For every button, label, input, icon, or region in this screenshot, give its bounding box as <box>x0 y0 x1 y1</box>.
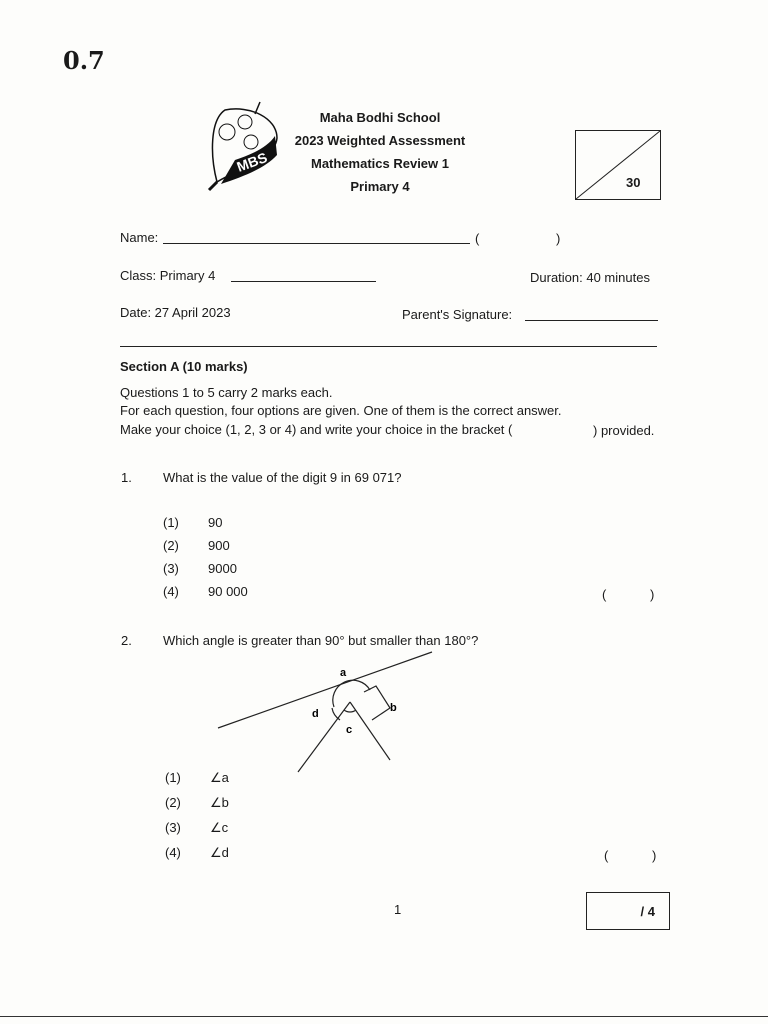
arc-a <box>333 680 370 707</box>
q2-answer-close: ) <box>652 848 657 863</box>
q1-answer-close: ) <box>650 587 655 602</box>
q1-option-3-value: 9000 <box>208 561 237 576</box>
score-box-diagonal <box>576 131 660 199</box>
q1-number: 1. <box>121 470 132 485</box>
q1-answer-open: ( <box>602 587 607 602</box>
q2-option-4-value: ∠d <box>210 845 229 860</box>
q1-answer-blank[interactable] <box>612 585 646 603</box>
page-number: 1 <box>394 902 402 917</box>
label-d: d <box>312 708 319 720</box>
q1-text: What is the value of the digit 9 in 69 071? <box>163 470 402 485</box>
name-field[interactable] <box>163 243 470 244</box>
angle-figure <box>210 650 450 780</box>
right-angle-mark <box>364 686 390 720</box>
q1-option-2-number: (2) <box>163 538 179 553</box>
header-divider <box>120 346 657 347</box>
q1-option-2-value: 900 <box>208 538 230 553</box>
section-instruction-3: Make your choice (1, 2, 3 or 4) and write your choice in the bracket ( <box>120 422 513 437</box>
q1-option-3-number: (3) <box>163 561 179 576</box>
school-name: Maha Bodhi School <box>319 110 441 125</box>
scan-bottom-edge <box>0 1016 768 1017</box>
parent-signature-field[interactable] <box>525 320 658 321</box>
score-box <box>575 130 661 200</box>
q2-number: 2. <box>121 633 132 648</box>
assessment-title: 2023 Weighted Assessment <box>294 133 466 148</box>
corner-score-note: 0.7 <box>63 46 105 75</box>
page-score: / 4 <box>640 904 655 919</box>
figure-ray-c <box>298 702 353 772</box>
section-instruction-1: Questions 1 to 5 carry 2 marks each. <box>120 385 333 400</box>
q2-option-3-number: (3) <box>165 820 181 835</box>
parent-signature-label: Parent's Signature: <box>402 307 513 322</box>
q1-option-4-value: 90 000 <box>208 584 248 599</box>
score-total: 30 <box>626 175 641 190</box>
label-a: a <box>340 667 347 679</box>
duration-text: Duration: 40 minutes <box>530 270 650 285</box>
figure-long-line <box>218 652 432 728</box>
q2-text: Which angle is greater than 90° but smaller than 180°? <box>163 633 479 648</box>
q1-option-1-value: 90 <box>208 515 223 530</box>
date-text: Date: 27 April 2023 <box>120 305 231 320</box>
section-instruction-2: For each question, four options are given. One of them is the correct answer. <box>120 403 562 418</box>
q2-option-1-value: ∠a <box>210 770 229 785</box>
q2-option-1-number: (1) <box>165 770 181 785</box>
label-b: b <box>390 702 397 714</box>
section-title: Section A (10 marks) <box>120 359 248 374</box>
section-instruction-3-end: ) provided. <box>593 423 655 438</box>
arc-d <box>332 708 340 720</box>
q2-option-2-number: (2) <box>165 795 181 810</box>
q2-option-2-value: ∠b <box>210 795 229 810</box>
register-open-paren: ( <box>475 231 480 246</box>
page-score-box <box>586 892 670 930</box>
q1-option-1-number: (1) <box>163 515 179 530</box>
q1-option-4-number: (4) <box>163 584 179 599</box>
register-close-paren: ) <box>556 231 561 246</box>
name-label: Name: <box>120 230 159 245</box>
q2-answer-blank[interactable] <box>614 846 648 864</box>
subject-title: Mathematics Review 1 <box>310 156 449 171</box>
label-c: c <box>346 724 353 736</box>
q2-answer-open: ( <box>604 848 609 863</box>
class-field[interactable] <box>231 281 376 282</box>
level-title: Primary 4 <box>350 179 410 194</box>
q2-option-3-value: ∠c <box>210 820 229 835</box>
class-label: Class: Primary 4 <box>120 268 216 283</box>
q2-option-4-number: (4) <box>165 845 181 860</box>
logo-text: MBS <box>234 149 270 175</box>
arc-c <box>344 710 356 712</box>
